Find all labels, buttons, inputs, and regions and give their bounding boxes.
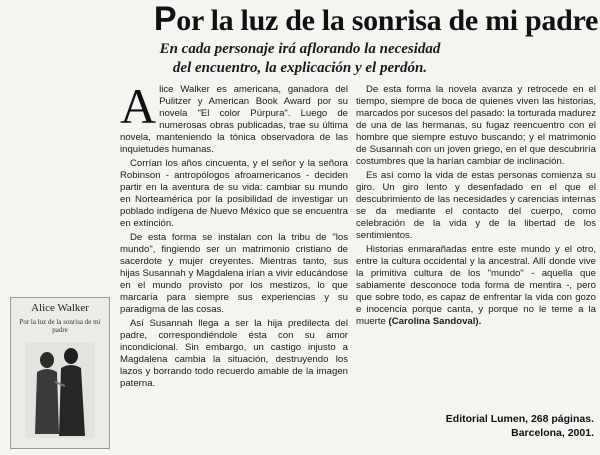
publication-info <box>380 412 594 440</box>
paragraph <box>356 244 596 328</box>
paragraph: Corrían los años cincuenta, y el señor y la señora Robinson - antropólogos afroamericanos - deciden partir en la aventura de su vida: cambiar su mundo en Norteamérica por la posibilidad de investigar un poblado indígena de Nuevo México que se encuentra en extinción. <box>120 158 348 229</box>
drop-cap: A <box>120 78 157 134</box>
paragraph: Así Susannah llega a ser la hija predilecta del padre, correspondiéndole ésta con su amor incondicional. Sin embargo, un castigo injusto a Magdalena cambia la situación, destruyendo los lazos y borrando todo recuerdo amable de la imagen paterna. <box>120 318 348 389</box>
book-cover-image <box>10 297 110 449</box>
left-column <box>120 78 348 392</box>
title-first-letter: P <box>153 0 177 38</box>
paragraph-text: Historias enmarañadas entre este mundo y el otro, entre la cultura occidental y la ancestral. Allí donde vive la primitiva cultura de los "mundo" - aquella que sabiamente desconoce toda forma de mentira -, pero que sobre todo, es capaz de enfrentar la vida con gozo e inocencia porque canta, y porque no le teme a la muerte <box>356 244 596 327</box>
book-cover-author: Alice Walker <box>31 302 89 314</box>
article-subtitle <box>120 40 480 78</box>
author-credit: (Carolina Sandoval). <box>388 316 482 327</box>
article-title <box>118 2 598 38</box>
book-cover-title: Por la luz de la sonrisa de mi padre <box>19 318 101 334</box>
title-rest: or la luz de la sonrisa de mi padre <box>176 4 598 37</box>
paragraph: De esta forma se instalan con la tribu de "los mundo", fingiendo ser un matrimonio cristiano de sacerdote y mujer creyentes. Mientras tanto, sus hijas Susannah y Magdalena irían a vivir educándose en el mundo provisto por los mestizos, lo que marcaría para siempre sus experiencias y su paradigma de las cosas. <box>120 232 348 315</box>
subtitle-line-2: del encuentro, la explicación y el perdón. <box>172 60 428 76</box>
place-year-line: Barcelona, 2001. <box>511 427 594 439</box>
paragraph <box>120 78 348 156</box>
paragraph: Es así como la vida de estas personas comienza su giro. Un giro lento y desenfadado en el que el descubrimiento de las necesidades y carencias internas se da mediante el contacto del cuerpo, como celebración de la vida y de la libertad de los sentimientos. <box>356 170 596 241</box>
book-cover-figures-illustration <box>25 342 95 438</box>
paragraph-text: lice Walker es americana, ganadora del Pulitzer y American Book Award por su novela "El color Púrpura". Luego de numerosas obras publicadas, trae su última novela, manteniendo la tónica observadora de las inquietudes humanas. <box>120 84 348 155</box>
publisher-line: Editorial Lumen, 268 páginas. <box>445 413 594 425</box>
paragraph: De esta forma la novela avanza y retrocede en el tiempo, siempre de boca de quienes viven las historias, marcados por sucesos del pasado: la torturada madurez de una de las hermanas, su fugaz reencuentro con el hombre que siempre estuvo buscando; y el matrimonio de Susannah con un joven griego, en el que descubriría costumbres que la harían cambiar de inclinación. <box>356 84 596 167</box>
right-column <box>356 84 596 330</box>
subtitle-line-1: En cada personaje irá aflorando la necesidad <box>159 41 441 57</box>
